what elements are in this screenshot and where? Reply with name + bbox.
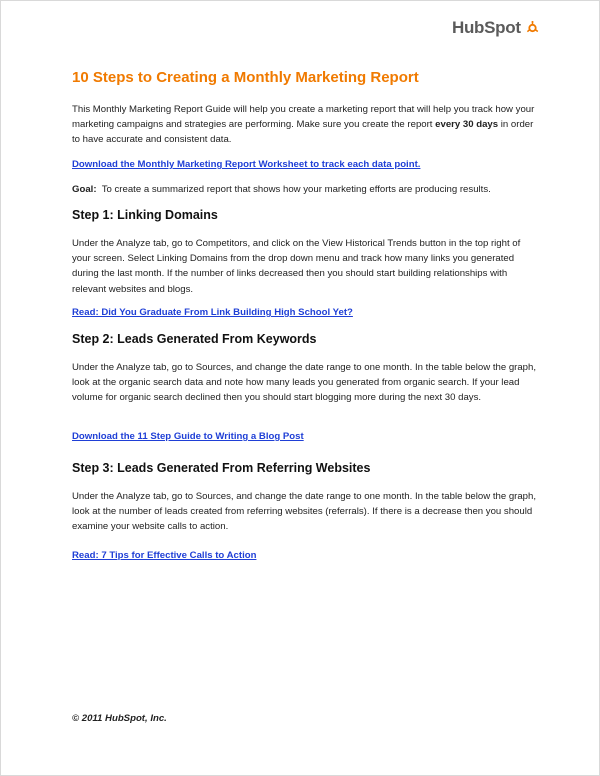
intro-text-after: in order to have accurate and consistent data. bbox=[72, 119, 534, 146]
logo-text: HubSpot bbox=[452, 18, 521, 37]
intro-paragraph bbox=[72, 102, 538, 148]
copyright-footer: © 2011 HubSpot, Inc. bbox=[72, 713, 167, 724]
step-3-body: Under the Analyze tab, go to Sources, and change the date range to one month. In the table below the graph, look at the number of leads created from referring websites (referrals). If there is a decrease then you should examine your website calls to action. bbox=[72, 491, 537, 533]
intro-text-before: This Monthly Marketing Report Guide will help you create a marketing report that will help you track how your marketing campaigns and strategies are performing. Make sure you create the report bbox=[72, 104, 535, 131]
goal-text: To create a summarized report that shows how your marketing efforts are producing results. bbox=[101, 184, 491, 195]
intro-emphasis: every 30 days bbox=[435, 119, 499, 131]
step-1-read-link[interactable]: Read: Did You Graduate From Link Building High School Yet? bbox=[72, 307, 353, 318]
document-title: 10 Steps to Creating a Monthly Marketing Report bbox=[72, 69, 419, 86]
step-3-read-link[interactable]: Read: 7 Tips for Effective Calls to Action bbox=[72, 550, 257, 561]
step-2-download-link[interactable]: Download the 11 Step Guide to Writing a Blog Post bbox=[72, 431, 304, 442]
hubspot-logo bbox=[452, 18, 539, 38]
step-2-heading: Step 2: Leads Generated From Keywords bbox=[72, 332, 317, 346]
step-1-heading: Step 1: Linking Domains bbox=[72, 208, 218, 222]
step-1-body: Under the Analyze tab, go to Competitors, and click on the View Historical Trends button in the top right of your screen. Select Linking Domains from the drop down menu and track how many links you generated during the last month. If the number of links decreased then you should start building relationships with relevant websites and blogs. bbox=[72, 238, 521, 295]
worksheet-download-link[interactable]: Download the Monthly Marketing Report Worksheet to track each data point. bbox=[72, 159, 421, 170]
goal-label: Goal: bbox=[72, 184, 97, 195]
sprocket-icon bbox=[526, 19, 539, 32]
goal-paragraph bbox=[72, 182, 538, 197]
step-3-heading: Step 3: Leads Generated From Referring Websites bbox=[72, 461, 371, 475]
step-2-body: Under the Analyze tab, go to Sources, and change the date range to one month. In the table below the graph, look at the organic search data and note how many leads you generated from organic search. If your lead volume for organic search declined then you should start blogging more during the next 30 days. bbox=[72, 362, 537, 404]
